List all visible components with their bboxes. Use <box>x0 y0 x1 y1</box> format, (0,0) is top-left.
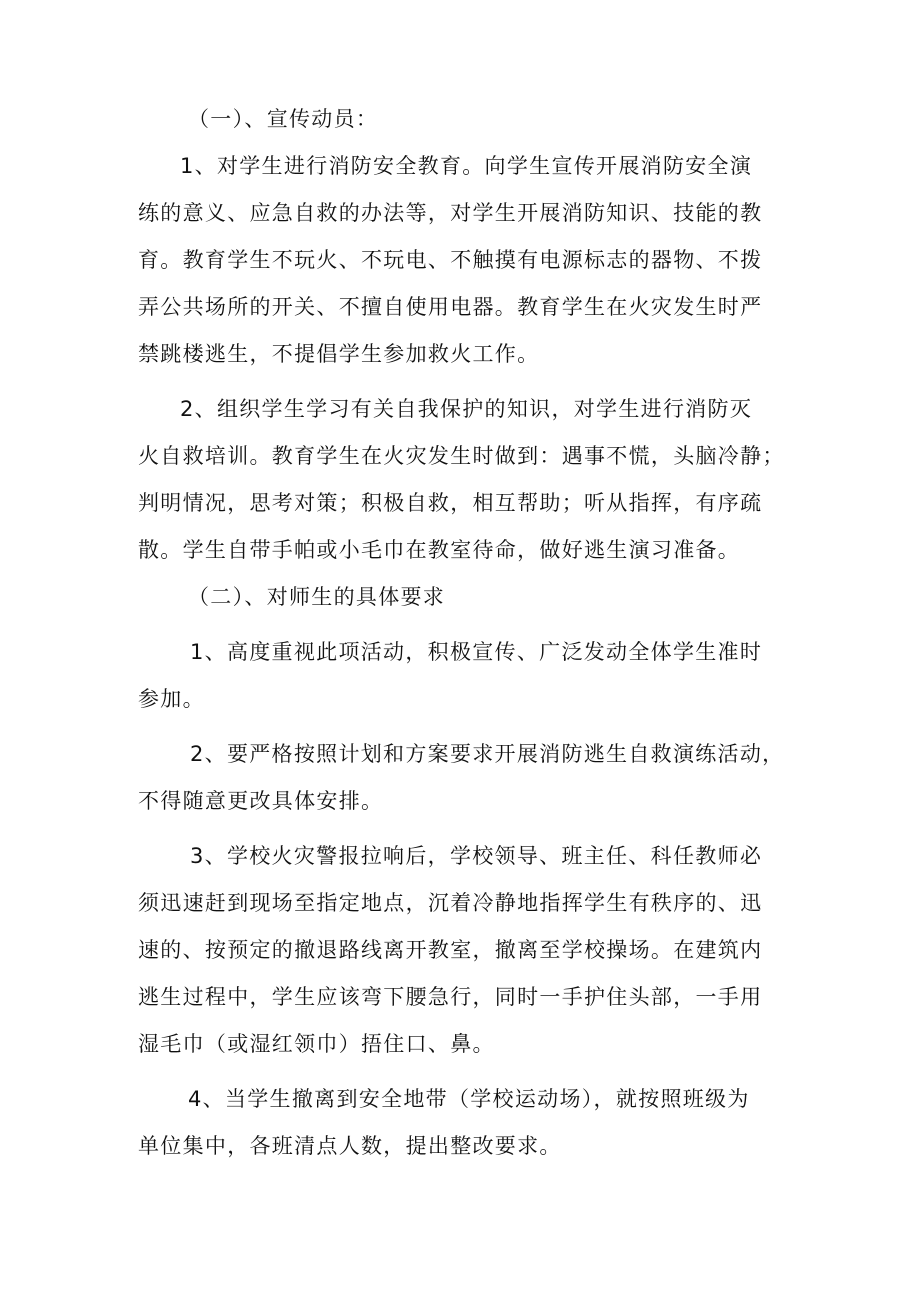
paragraph-follow-plan <box>138 731 788 825</box>
paragraph-line: 须迅速赶到现场至指定地点，沉着冷静地指挥学生有秩序的、迅 <box>138 891 763 915</box>
paragraph-line: 散。学生自带手帕或小毛巾在教室待命，做好逃生演习准备。 <box>138 538 741 562</box>
paragraph-attach-importance <box>138 629 788 723</box>
paragraph-line: 湿毛巾（或湿红领巾）捂住口、鼻。 <box>138 1032 495 1056</box>
paragraph-line: 3、学校火灾警报拉响后，学校领导、班主任、科任教师必 <box>190 844 763 868</box>
paragraph-self-protection-training <box>138 386 788 574</box>
paragraph-line: 单位集中，各班清点人数，提出整改要求。 <box>138 1134 562 1158</box>
paragraph-line: 1、对学生进行消防安全教育。向学生宣传开展消防安全演 <box>180 154 753 178</box>
paragraph-line: 2、要严格按照计划和方案要求开展消防逃生自救演练活动， <box>190 742 785 766</box>
paragraph-line: 2、组织学生学习有关自我保护的知识，对学生进行消防灭 <box>180 397 753 421</box>
paragraph-alarm-response <box>138 833 788 1068</box>
paragraph-line: 弄公共场所的开关、不擅自使用电器。教育学生在火灾发生时严 <box>138 295 763 319</box>
paragraph-line: 不得随意更改具体安排。 <box>138 789 384 813</box>
paragraph-line: 育。教育学生不玩火、不玩电、不触摸有电源标志的器物、不拨 <box>138 248 763 272</box>
paragraph-line: 参加。 <box>138 687 205 711</box>
paragraph-line: 禁跳楼逃生，不提倡学生参加救火工作。 <box>138 342 540 366</box>
paragraph-line: 判明情况，思考对策；积极自救，相互帮助；听从指挥，有序疏 <box>138 491 763 515</box>
paragraph-line: 逃生过程中，学生应该弯下腰急行，同时一手护住头部，一手用 <box>138 985 763 1009</box>
paragraph-line: 火自救培训。教育学生在火灾发生时做到：遇事不慌，头脑冷静； <box>138 444 785 468</box>
paragraph-line: 1、高度重视此项活动，积极宣传、广泛发动全体学生准时 <box>190 640 763 664</box>
paragraph-assembly-headcount <box>138 1076 788 1170</box>
document-body <box>138 96 788 1170</box>
paragraph-line: 4、当学生撤离到安全地带（学校运动场），就按照班级为 <box>188 1087 750 1111</box>
paragraph-line: 练的意义、应急自救的办法等，对学生开展消防知识、技能的教 <box>138 201 763 225</box>
paragraph-line: 速的、按预定的撤退路线离开教室，撤离至学校操场。在建筑内 <box>138 938 763 962</box>
heading-specific-requirements: （二）、对师生的具体要求 <box>188 585 446 609</box>
paragraph-fire-safety-education <box>138 143 788 378</box>
heading-publicity-mobilization: （一）、宣传动员： <box>188 107 379 131</box>
